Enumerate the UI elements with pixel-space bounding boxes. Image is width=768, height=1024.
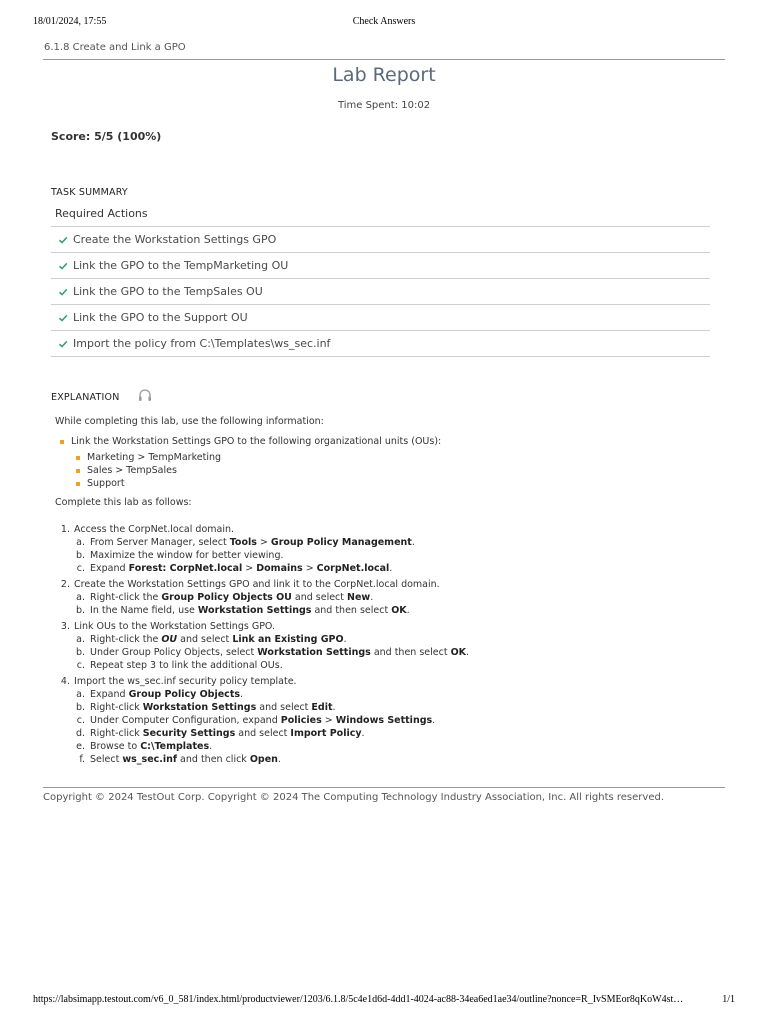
sub-step-emphasis: OU xyxy=(161,634,178,645)
step-title xyxy=(55,675,715,688)
bullet-icon xyxy=(76,456,80,460)
check-icon xyxy=(58,339,68,349)
ou-list xyxy=(55,451,715,490)
sub-step-emphasis: Forest: CorpNet.local xyxy=(128,563,243,574)
sub-step-emphasis: Workstation Settings xyxy=(142,702,257,713)
sub-step-letter: b. xyxy=(75,605,85,616)
check-icon xyxy=(58,235,68,245)
step xyxy=(55,523,715,575)
sub-step-text: Right-click xyxy=(90,728,143,739)
sub-step-letter: c. xyxy=(76,715,85,726)
copyright: Copyright © 2024 TestOut Corp. Copyright © 2024 The Computing Technology Industry Association, Inc. All rights reserved. xyxy=(43,792,665,803)
step-text: Import the ws_sec.inf security policy template. xyxy=(74,676,297,687)
sub-step-emphasis: Open xyxy=(249,754,278,765)
table-row xyxy=(51,279,710,305)
sub-step xyxy=(55,536,715,549)
sub-step-emphasis: OK xyxy=(450,647,467,658)
sub-step-text: and select xyxy=(235,728,291,739)
explanation-label: EXPLANATION xyxy=(51,392,120,403)
bullet-icon xyxy=(76,469,80,473)
sub-step-text: and then click xyxy=(177,754,250,765)
sub-step xyxy=(55,753,715,766)
step xyxy=(55,578,715,617)
sub-step-letter: a. xyxy=(76,689,85,700)
sub-step-text: Right-click xyxy=(90,702,143,713)
list-item xyxy=(55,451,715,464)
time-spent: Time Spent: 10:02 xyxy=(337,100,431,111)
sub-step-emphasis: Workstation Settings xyxy=(257,647,371,658)
sub-step-text: and select xyxy=(291,592,348,603)
table-row xyxy=(51,253,710,279)
print-datetime: 18/01/2024, 17:55 xyxy=(33,16,107,27)
sub-step-text: Expand xyxy=(90,563,129,574)
list-item xyxy=(55,477,715,490)
task-text: Import the policy from C:\Templates\ws_sec.inf xyxy=(73,337,331,350)
step-text: Access the CorpNet.local domain. xyxy=(74,524,235,535)
sub-step-text: . xyxy=(370,592,374,603)
sub-step-text: . xyxy=(277,754,281,765)
bullet-icon xyxy=(60,440,64,444)
sub-step-emphasis: Group Policy Objects OU xyxy=(161,592,292,603)
table-row xyxy=(51,331,710,357)
print-title: Check Answers xyxy=(352,16,416,27)
headphones-icon[interactable] xyxy=(138,389,152,402)
sub-step-letter: e. xyxy=(76,741,85,752)
sub-step-text: Repeat step 3 to link the additional OUs. xyxy=(90,660,283,671)
task-text: Create the Workstation Settings GPO xyxy=(73,233,277,246)
sub-step-text: Select xyxy=(90,754,123,765)
ou-item: Marketing > TempMarketing xyxy=(87,452,222,463)
sub-step-letter: f. xyxy=(79,754,85,765)
sub-step-letter: b. xyxy=(75,550,85,561)
explanation-body xyxy=(55,415,715,769)
sub-step-letter: a. xyxy=(76,634,85,645)
breadcrumb: 6.1.8 Create and Link a GPO xyxy=(44,42,186,53)
sub-step-emphasis: C:\Templates xyxy=(140,741,210,752)
sub-step-text: Under Group Policy Objects, select xyxy=(90,647,258,658)
task-table xyxy=(51,226,710,357)
sub-step-letter: a. xyxy=(76,537,85,548)
sub-step-emphasis: Group Policy Management xyxy=(270,537,412,548)
sub-step-emphasis: Link an Existing GPO xyxy=(232,634,344,645)
sub-step xyxy=(55,701,715,714)
sub-step-emphasis: Import Policy xyxy=(290,728,362,739)
sub-step-text: . xyxy=(361,728,365,739)
sub-step-text: . xyxy=(389,563,393,574)
sub-step-letter: d. xyxy=(75,728,85,739)
sub-step-emphasis: CorpNet.local xyxy=(316,563,390,574)
score: Score: 5/5 (100%) xyxy=(51,130,162,143)
sub-step xyxy=(55,688,715,701)
step xyxy=(55,675,715,766)
sub-step-emphasis: Windows Settings xyxy=(335,715,433,726)
sub-step-text: > xyxy=(256,537,271,548)
sub-step-emphasis: Domains xyxy=(256,563,303,574)
task-text: Link the GPO to the TempMarketing OU xyxy=(73,259,289,272)
sub-step-text: Right-click the xyxy=(90,592,162,603)
step-title xyxy=(55,523,715,536)
print-footer xyxy=(0,994,768,1008)
sub-step xyxy=(55,740,715,753)
sub-step-text: Maximize the window for better viewing. xyxy=(90,550,284,561)
explanation-intro: While completing this lab, use the following information: xyxy=(55,416,324,427)
step-number: 4. xyxy=(60,676,70,687)
print-url: https://labsimapp.testout.com/v6_0_581/index.html/productviewer/1203/6.1.8/5c4e1d6d-4dd1-4024-ac88-34ea6ed1ae34/outline?nonce=R_IvSMEor8qKoW4st… xyxy=(33,994,684,1005)
sub-step-text: and select xyxy=(177,634,233,645)
sub-step xyxy=(55,727,715,740)
sub-step-text: Expand xyxy=(90,689,129,700)
complete-intro: Complete this lab as follows: xyxy=(55,497,192,508)
sub-step-emphasis: Group Policy Objects xyxy=(128,689,241,700)
sub-step-text: > xyxy=(321,715,336,726)
sub-step-emphasis: Policies xyxy=(280,715,322,726)
task-text: Link the GPO to the Support OU xyxy=(73,311,248,324)
sub-step-emphasis: OK xyxy=(391,605,407,616)
sub-step xyxy=(55,549,715,562)
step-text: Create the Workstation Settings GPO and link it to the CorpNet.local domain. xyxy=(74,579,440,590)
sub-step-text: . xyxy=(406,605,410,616)
sub-step-emphasis: New xyxy=(347,592,371,603)
sub-step-emphasis: Tools xyxy=(229,537,257,548)
info-list xyxy=(55,435,715,449)
page-title: Lab Report xyxy=(332,64,436,86)
sub-step xyxy=(55,604,715,617)
sub-step xyxy=(55,714,715,727)
check-icon xyxy=(58,287,68,297)
print-header xyxy=(0,16,768,30)
sub-step-letter: c. xyxy=(76,563,85,574)
sub-step xyxy=(55,646,715,659)
sub-step-text: . xyxy=(332,702,336,713)
sub-step-text: Under Computer Configuration, expand xyxy=(90,715,281,726)
task-summary-label: TASK SUMMARY xyxy=(51,187,128,198)
task-text: Link the GPO to the TempSales OU xyxy=(73,285,263,298)
step xyxy=(55,620,715,672)
table-row xyxy=(51,227,710,253)
list-item xyxy=(55,435,715,449)
ou-item: Sales > TempSales xyxy=(87,465,177,476)
table-row xyxy=(51,305,710,331)
sub-step-text: and then select xyxy=(370,647,451,658)
bullet-icon xyxy=(76,482,80,486)
check-icon xyxy=(58,261,68,271)
list-item xyxy=(55,464,715,477)
sub-step-text: . xyxy=(209,741,213,752)
sub-step-emphasis: Edit xyxy=(311,702,333,713)
header-divider xyxy=(43,59,725,60)
sub-step-text: Browse to xyxy=(90,741,141,752)
sub-step-letter: b. xyxy=(75,702,85,713)
step-title xyxy=(55,578,715,591)
sub-step-text: In the Name field, use xyxy=(90,605,198,616)
sub-step-letter: a. xyxy=(76,592,85,603)
sub-step-text: . xyxy=(466,647,470,658)
sub-step-letter: b. xyxy=(75,647,85,658)
sub-step-letter: c. xyxy=(76,660,85,671)
steps-list xyxy=(55,523,715,766)
sub-step-text: > xyxy=(302,563,317,574)
sub-step-emphasis: Security Settings xyxy=(142,728,236,739)
ou-item: Support xyxy=(87,478,125,489)
sub-step-emphasis: Workstation Settings xyxy=(197,605,312,616)
sub-step-text: . xyxy=(411,537,415,548)
sub-step xyxy=(55,633,715,646)
sub-step-text: and select xyxy=(256,702,312,713)
sub-step-text: . xyxy=(240,689,244,700)
sub-step xyxy=(55,659,715,672)
sub-step-text: > xyxy=(242,563,257,574)
info-bullet-text: Link the Workstation Settings GPO to the following organizational units (OUs): xyxy=(71,436,442,447)
sub-step-text: Right-click the xyxy=(90,634,162,645)
step-number: 1. xyxy=(60,524,70,535)
footer-divider xyxy=(43,787,725,788)
sub-step-text: . xyxy=(432,715,436,726)
sub-step xyxy=(55,591,715,604)
sub-step xyxy=(55,562,715,575)
step-number: 2. xyxy=(60,579,70,590)
sub-step-text: . xyxy=(343,634,347,645)
sub-step-text: From Server Manager, select xyxy=(90,537,230,548)
check-icon xyxy=(58,313,68,323)
print-page: 1/1 xyxy=(722,994,735,1005)
required-actions-header: Required Actions xyxy=(55,207,148,220)
step-number: 3. xyxy=(60,621,70,632)
step-title xyxy=(55,620,715,633)
step-text: Link OUs to the Workstation Settings GPO. xyxy=(74,621,276,632)
sub-step-text: and then select xyxy=(311,605,392,616)
sub-step-emphasis: ws_sec.inf xyxy=(122,754,178,765)
